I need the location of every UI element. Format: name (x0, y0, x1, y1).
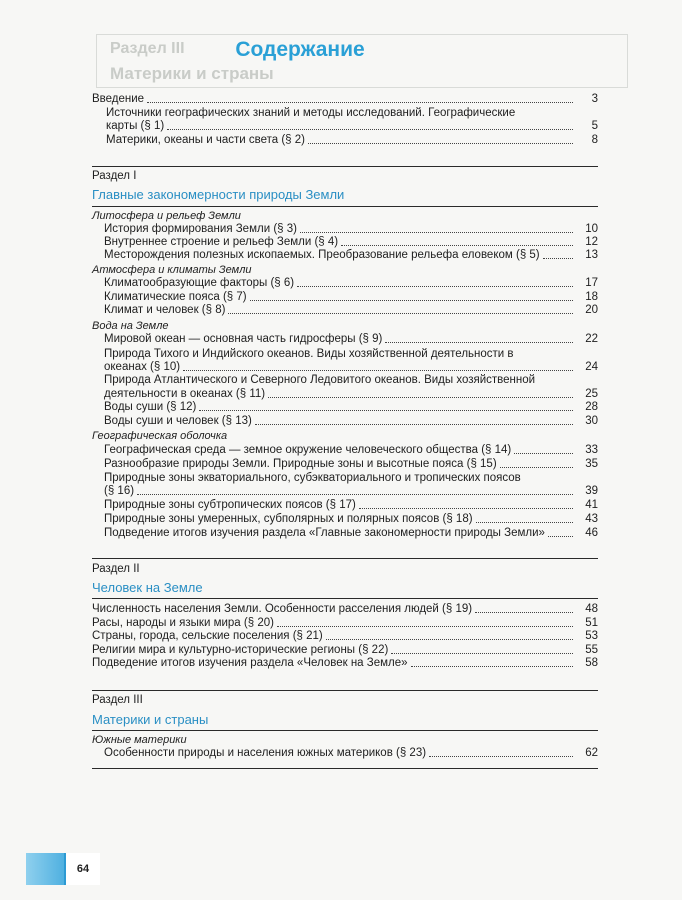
section-divider (92, 690, 598, 691)
page-title: Содержание (235, 38, 365, 61)
toc-entry[interactable]: Воды суши (§ 12) 28 (104, 401, 598, 413)
section-2-label: Раздел II (92, 563, 140, 575)
ghost-text-title: Материки и страны (110, 64, 274, 83)
section-divider (92, 768, 598, 769)
section-1-label: Раздел I (92, 170, 137, 182)
toc-entry[interactable]: океанах (§ 10) 24 (104, 361, 598, 373)
section-2-title: Человек на Земле (92, 580, 203, 595)
toc-entry[interactable]: Природные зоны субтропических поясов (§ 17) 41 (104, 499, 598, 511)
toc-entry-text: Источники географических знаний и методы исследований. Географические (106, 107, 516, 119)
toc-entry[interactable]: Внутреннее строение и рельеф Земли (§ 4) 12 (104, 236, 598, 248)
toc-entry-text: Природа Атлантического и Северного Ледовитого океанов. Виды хозяйственной (104, 374, 536, 386)
section-1-title: Главные закономерности природы Земли (92, 187, 345, 202)
toc-entry[interactable]: Климатообразующие факторы (§ 6) 17 (104, 277, 598, 289)
toc-entry[interactable]: Численность населения Земли. Особенности расселения людей (§ 19) 48 (92, 603, 598, 615)
toc-entry-intro[interactable]: Введение 3 (92, 93, 598, 105)
toc-entry-sources[interactable]: карты (§ 1) 5 (106, 120, 598, 132)
ghost-text-section: Раздел III (110, 40, 185, 57)
toc-entry[interactable]: Воды суши и человек (§ 13) 30 (104, 415, 598, 427)
toc-entry[interactable]: Страны, города, сельские поселения (§ 21) 53 (92, 630, 598, 642)
page-number: 64 (64, 853, 100, 885)
subsection-water: Вода на Земле (92, 320, 169, 332)
section-divider (92, 730, 598, 731)
toc-entry[interactable]: Разнообразие природы Земли. Природные зоны и высотные пояса (§ 15) 35 (104, 458, 598, 470)
toc-entry[interactable]: Месторождения полезных ископаемых. Преобразование рельефа еловеком (§ 5) 13 (104, 249, 598, 261)
toc-entry[interactable]: Климат и человек (§ 8) 20 (104, 304, 598, 316)
toc-entry[interactable]: Религии мира и культурно-исторические регионы (§ 22) 55 (92, 644, 598, 656)
toc-entry[interactable]: Природные зоны умеренных, субполярных и полярных поясов (§ 18) 43 (104, 513, 598, 525)
toc-entry[interactable]: Подведение итогов изучения раздела «Человек на Земле» 58 (92, 657, 598, 669)
toc-entry[interactable]: Расы, народы и языки мира (§ 20) 51 (92, 617, 598, 629)
section-3-title: Материки и страны (92, 712, 209, 727)
section-divider (92, 166, 598, 167)
toc-entry[interactable]: Подведение итогов изучения раздела «Главные закономерности природы Земли» 46 (104, 527, 598, 539)
subsection-atmosphere: Атмосфера и климаты Земли (92, 264, 252, 276)
toc-entry-text: Природные зоны экваториального, субэкваториального и тропических поясов (104, 472, 521, 484)
subsection-southern: Южные материки (92, 734, 187, 746)
toc-entry[interactable]: Географическая среда — земное окружение человеческого общества (§ 14) 33 (104, 444, 598, 456)
toc-entry[interactable]: деятельности в океанах (§ 11) 25 (104, 388, 598, 400)
toc-entry[interactable]: (§ 16) 39 (104, 485, 598, 497)
toc-entry[interactable]: История формирования Земли (§ 3) 10 (104, 223, 598, 235)
toc-entry-text: Природа Тихого и Индийского океанов. Виды хозяйственной деятельности в (104, 348, 514, 360)
section-3-label: Раздел III (92, 694, 143, 706)
toc-entry[interactable]: Мировой океан — основная часть гидросферы (§ 9) 22 (104, 333, 598, 345)
section-divider (92, 206, 598, 207)
section-divider (92, 598, 598, 599)
toc-entry[interactable]: Климатические пояса (§ 7) 18 (104, 291, 598, 303)
subsection-geo-shell: Географическая оболочка (92, 430, 228, 442)
toc-entry-continents[interactable]: Материки, океаны и части света (§ 2) 8 (106, 134, 598, 146)
section-divider (92, 558, 598, 559)
toc-entry[interactable]: Особенности природы и населения южных материков (§ 23) 62 (104, 747, 598, 759)
subsection-lithosphere: Литосфера и рельеф Земли (92, 210, 241, 222)
